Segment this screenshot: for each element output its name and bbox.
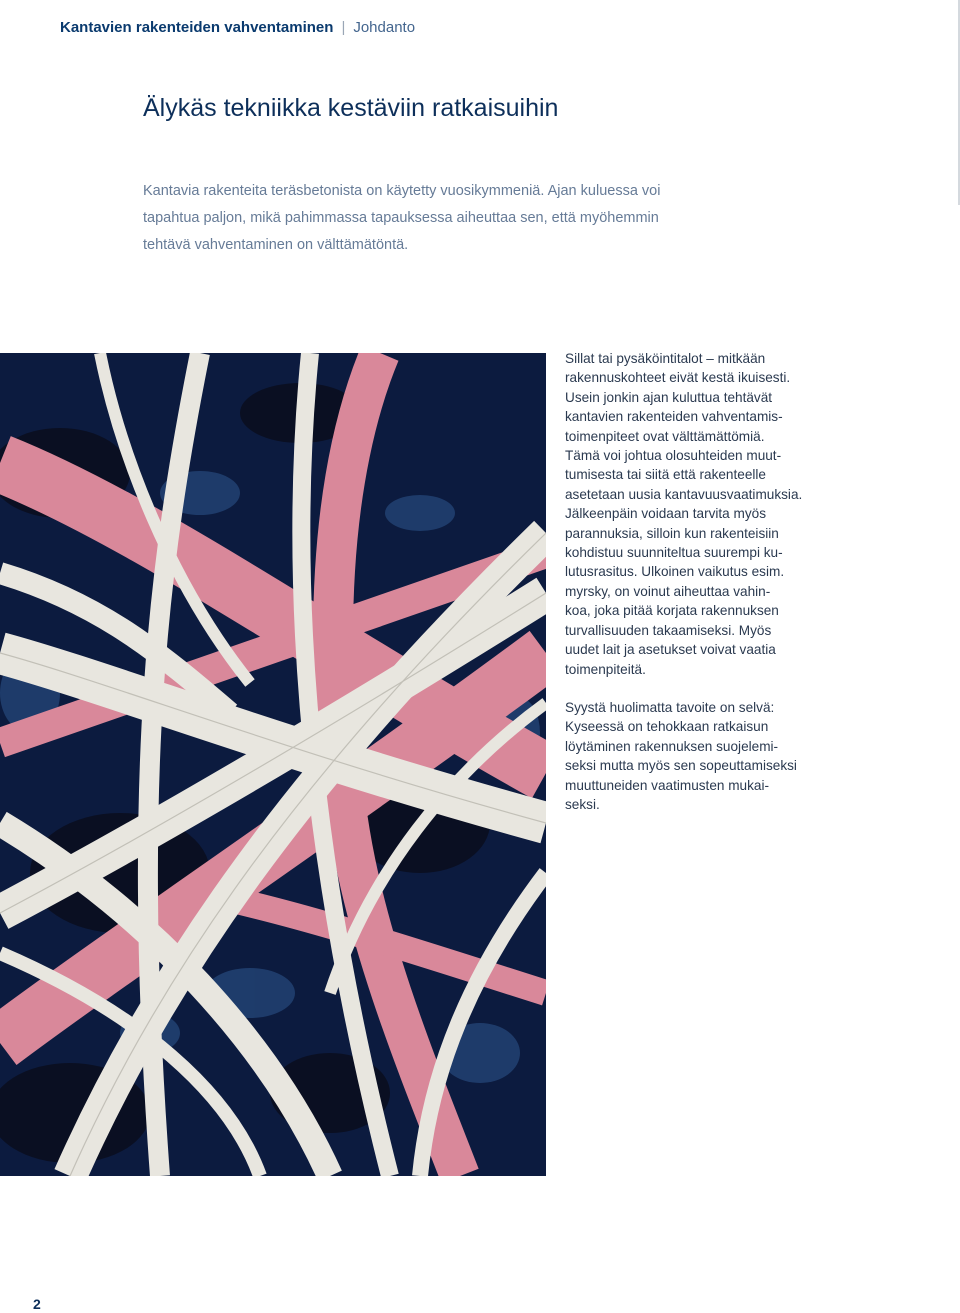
body-line: seksi mutta myös sen sopeuttamiseksi — [565, 758, 797, 774]
header-section-title: Kantavien rakenteiden vahventaminen — [60, 19, 334, 36]
body-line: turvallisuuden takaamiseksi. Myös — [565, 622, 772, 638]
body-line: kohdistuu suunniteltua suurempi ku- — [565, 545, 783, 561]
body-line: Jälkeenpäin voidaan tarvita myös — [565, 506, 766, 522]
body-line: Tämä voi johtua olosuhteiden muut- — [565, 448, 782, 464]
page-title: Älykäs tekniikka kestäviin ratkaisuihin — [143, 94, 559, 122]
body-text-column — [565, 349, 817, 833]
header-chapter-title: Johdanto — [353, 19, 416, 36]
lead-line: tapahtua paljon, mikä pahimmassa tapauksessa aiheuttaa sen, että myöhemmin — [143, 210, 659, 226]
body-line: kantavien rakenteiden vahventamis- — [565, 409, 783, 425]
header-separator: | — [341, 19, 346, 36]
body-line: asetetaan uusia kantavuusvaatimuksia. — [565, 486, 803, 502]
body-line: Usein jonkin ajan kuluttua tehtävät — [565, 389, 773, 405]
body-line: parannuksia, silloin kun rakenteisiin — [565, 525, 779, 541]
body-line: Syystä huolimatta tavoite on selvä: — [565, 699, 775, 715]
body-line: lutusrasitus. Ulkoinen vaikutus esim. — [565, 564, 785, 580]
lead-line: Kantavia rakenteita teräsbetonista on käytetty vuosikymmeniä. Ajan kuluessa voi — [143, 183, 661, 199]
body-line: uudet lait ja asetukset voivat vaatia — [565, 642, 776, 658]
running-header — [60, 19, 415, 36]
body-line: löytäminen rakennuksen suojelemi- — [565, 738, 779, 754]
body-line: Kyseessä on tehokkaan ratkaisun — [565, 719, 769, 735]
body-line: seksi. — [565, 796, 600, 812]
body-line: Sillat tai pysäköintitalot – mitkään — [565, 351, 766, 366]
body-line: koa, joka pitää korjata rakennuksen — [565, 603, 779, 619]
body-line: rakennuskohteet eivät kestä ikuisesti. — [565, 370, 791, 386]
body-paragraph — [565, 349, 817, 679]
body-paragraph — [565, 698, 817, 814]
lead-paragraph — [143, 178, 783, 259]
body-line: toimenpiteet ovat välttämättömiä. — [565, 428, 765, 444]
lead-line: tehtävä vahventaminen on välttämätöntä. — [143, 237, 409, 253]
highway-interchange-photo — [0, 353, 546, 1176]
body-line: myrsky, on voinut aiheuttaa vahin- — [565, 583, 771, 599]
body-line: tumisesta tai siitä että rakenteelle — [565, 467, 766, 483]
body-line: toimenpiteitä. — [565, 661, 646, 677]
page-number: 2 — [33, 1296, 41, 1312]
body-line: muuttuneiden vaatimusten mukai- — [565, 777, 770, 793]
